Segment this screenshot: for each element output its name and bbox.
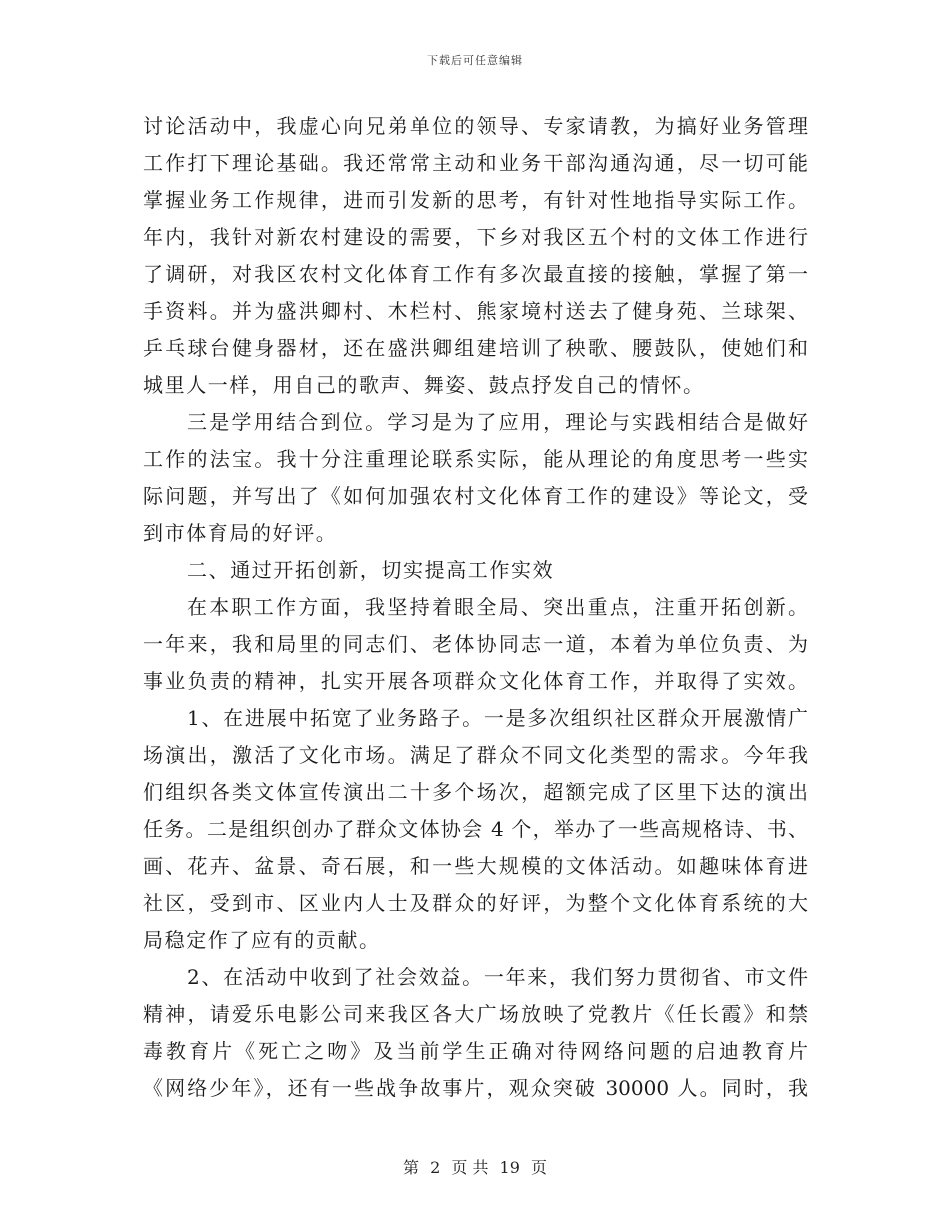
text-line: 事业负责的精神，扎实开展各项群众文化体育工作，并取得了实效。 [143, 669, 808, 693]
page-total: 19 [499, 1158, 520, 1177]
text-line: 际问题，并写出了《如何加强农村文化体育工作的建设》等论文，受 [143, 484, 808, 508]
text-line: 手资料。并为盛洪卿村、木栏村、熊家境村送去了健身苑、兰球架、 [143, 299, 808, 323]
text-line: 任务。二是组织创办了群众文体协会 4 个，举办了一些高规格诗、书、 [143, 817, 808, 841]
text-line: 局稳定作了应有的贡献。 [143, 928, 381, 952]
text-line: 掌握业务工作规律，进而引发新的思考，有针对性地指导实际工作。 [143, 188, 808, 212]
text-line: 了调研，对我区农村文化体育工作有多次最直接的接触，掌握了第一 [143, 262, 808, 286]
text-line: 到市体育局的好评。 [143, 521, 338, 545]
text-line: 年内，我针对新农村建设的需要，下乡对我区五个村的文体工作进行 [143, 225, 808, 249]
page-footer [0, 1155, 950, 1178]
text-line: 讨论活动中，我虚心向兄弟单位的领导、专家请教，为搞好业务管理 [143, 114, 808, 138]
text-line: 城里人一样，用自己的歌声、舞姿、鼓点抒发自己的情怀。 [143, 373, 705, 397]
page-footer-middle: 页 共 [451, 1158, 489, 1177]
page-number: 2 [430, 1158, 441, 1177]
page-header: 下载后可任意编辑 [427, 54, 523, 67]
text-line: 毒教育片《死亡之吻》及当前学生正确对待网络问题的启迪教育片 [143, 1039, 808, 1063]
text-line: 一年来，我和局里的同志们、老体协同志一道，本着为单位负责、为 [143, 632, 808, 656]
document-body [143, 108, 808, 1107]
text-line: 《网络少年》，还有一些战争故事片，观众突破 30000 人。同时，我 [143, 1076, 808, 1100]
text-line: 二、通过开拓创新，切实提高工作实效 [187, 558, 555, 582]
text-line: 工作的法宝。我十分注重理论联系实际，能从理论的角度思考一些实 [143, 447, 808, 471]
text-line: 1、在进展中拓宽了业务路子。一是多次组织社区群众开展激情广 [187, 706, 808, 730]
text-line: 2、在活动中收到了社会效益。一年来，我们努力贯彻省、市文件 [187, 965, 808, 989]
text-line: 三是学用结合到位。学习是为了应用，理论与实践相结合是做好 [187, 410, 808, 434]
text-line: 工作打下理论基础。我还常常主动和业务干部沟通沟通，尽一切可能 [143, 151, 808, 175]
text-line: 们组织各类文体宣传演出二十多个场次，超额完成了区里下达的演出 [143, 780, 808, 804]
text-line: 社区，受到市、区业内人士及群众的好评，为整个文化体育系统的大 [143, 891, 808, 915]
page-footer-prefix: 第 [402, 1158, 419, 1177]
text-line: 乒乓球台健身器材，还在盛洪卿组建培训了秧歌、腰鼓队，使她们和 [143, 336, 808, 360]
text-line: 精神，请爱乐电影公司来我区各大广场放映了党教片《任长霞》和禁 [143, 1002, 808, 1026]
text-line: 画、花卉、盆景、奇石展，和一些大规模的文体活动。如趣味体育进 [143, 854, 808, 878]
text-line: 在本职工作方面，我坚持着眼全局、突出重点，注重开拓创新。 [187, 595, 808, 619]
text-line: 场演出，激活了文化市场。满足了群众不同文化类型的需求。今年我 [143, 743, 808, 767]
page-footer-suffix: 页 [531, 1158, 548, 1177]
